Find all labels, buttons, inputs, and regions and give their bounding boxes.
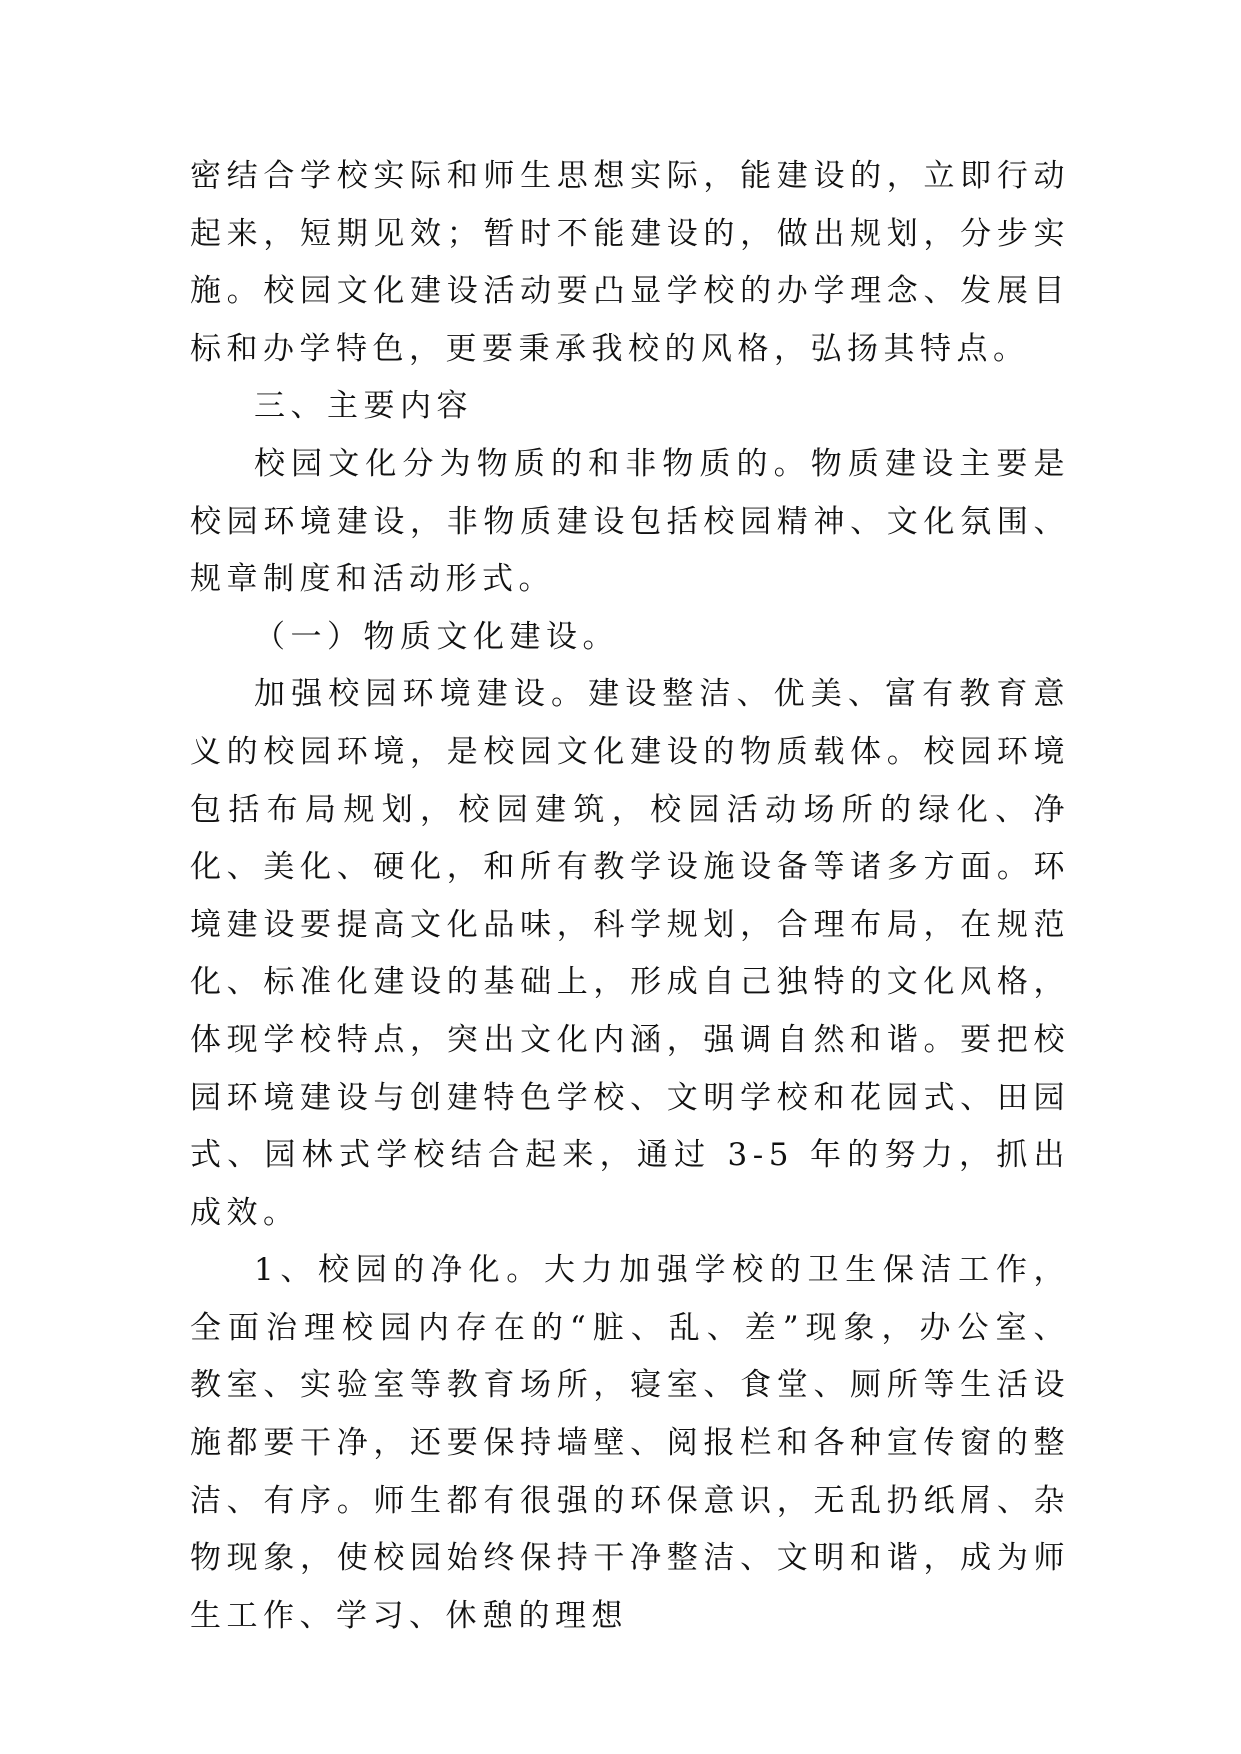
document-body: [190, 148, 1070, 1645]
paragraph-environment: 加强校园环境建设。建设整洁、优美、富有教育意义的校园环境，是校园文化建设的物质载体。校园环境包括布局规划，校园建筑，校园活动场所的绿化、净化、美化、硬化，和所有教学设施设备等诸多方面。环境建设要提高文化品味，科学规划，合理布局，在规范化、标准化建设的基础上，形成自己独特的文化风格，体现学校特点，突出文化内涵，强调自然和谐。要把校园环境建设与创建特色学校、文明学校和花园式、田园式、园林式学校结合起来，通过 3-5 年的努力，抓出成效。: [190, 676, 1070, 1231]
paragraph-purification: 1、校园的净化。大力加强学校的卫生保洁工作，全面治理校园内存在的“脏、乱、差”现象，办公室、教室、实验室等教育场所，寝室、食堂、厕所等生活设施都要干净，还要保持墙壁、阅报栏和各种宣传窗的整洁、有序。师生都有很强的环保意识，无乱扔纸屑、杂物现象，使校园始终保持干净整洁、文明和谐，成为师生工作、学习、休憩的理想: [190, 1252, 1070, 1634]
subsection-heading: （一）物质文化建设。: [254, 618, 619, 655]
section-heading: 三、主要内容: [254, 388, 473, 425]
paragraph-continuation: 密结合学校实际和师生思想实际，能建设的，立即行动起来，短期见效；暂时不能建设的，做出规划，分步实施。校园文化建设活动要凸显学校的办学理念、发展目标和办学特色，更要秉承我校的风格，弘扬其特点。: [190, 158, 1070, 367]
paragraph-intro: 校园文化分为物质的和非物质的。物质建设主要是校园环境建设，非物质建设包括校园精神、文化氛围、规章制度和活动形式。: [190, 445, 1070, 598]
